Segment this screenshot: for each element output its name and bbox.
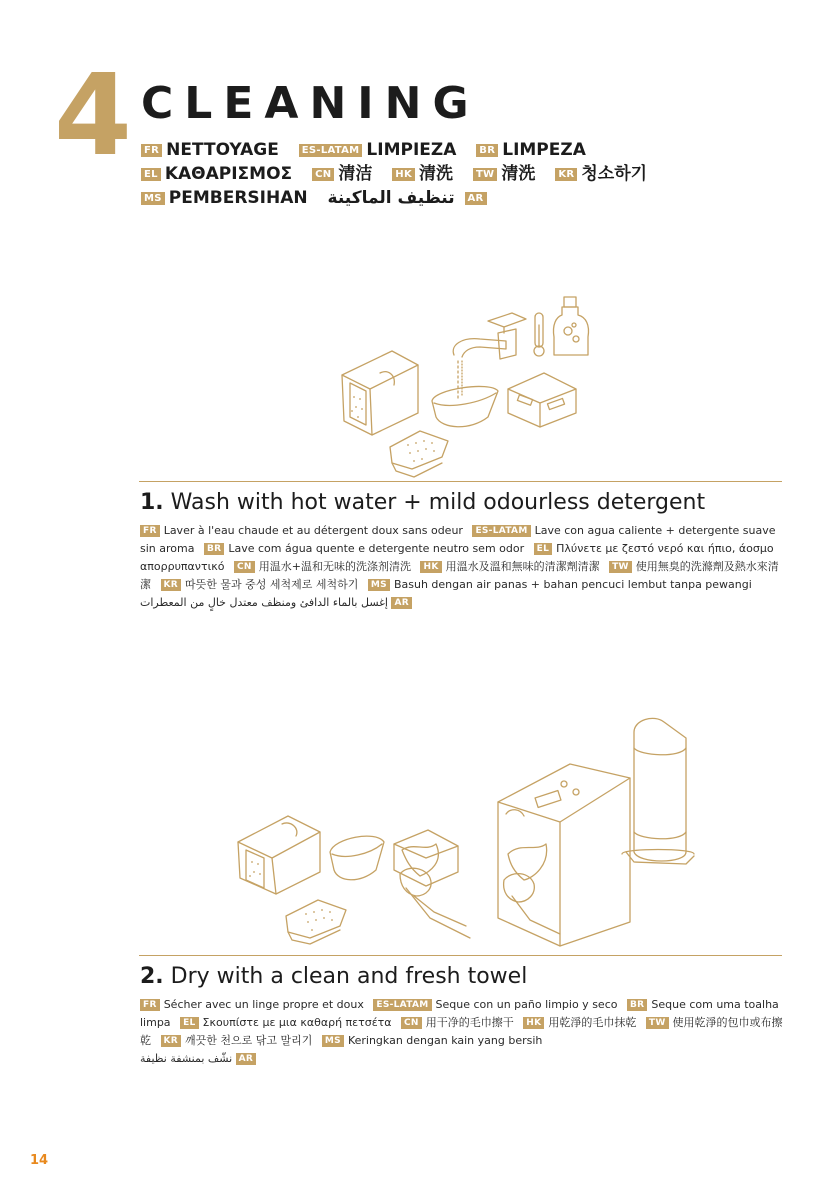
page-number: 14: [30, 1153, 49, 1168]
language-tag: BR: [627, 999, 647, 1011]
title-translations-row-1: [141, 139, 600, 161]
title-translation: ES-LATAM LIMPIEZA: [299, 139, 457, 161]
divider-step-2: [139, 955, 782, 956]
language-tag: CN: [312, 168, 334, 181]
language-tag: FR: [140, 999, 160, 1011]
step-2-heading: [140, 963, 527, 991]
language-tag: KR: [161, 1035, 182, 1047]
language-tag: AR: [391, 597, 412, 609]
title-translation: HK 清洗: [392, 163, 453, 185]
language-tag: TW: [646, 1017, 669, 1029]
section-title: CLEANING: [141, 78, 480, 129]
language-tag: ES-LATAM: [472, 525, 530, 537]
language-tag: FR: [140, 525, 160, 537]
divider-step-1: [139, 481, 782, 482]
language-tag: MS: [322, 1035, 344, 1047]
language-tag: HK: [420, 561, 441, 573]
language-tag: MS: [141, 192, 165, 205]
language-tag: CN: [401, 1017, 422, 1029]
title-translation: CN 清洁: [312, 163, 372, 185]
language-tag: AR: [236, 1053, 257, 1065]
step-2-number: 2.: [140, 964, 164, 989]
step-2-text: Dry with a clean and fresh towel: [170, 964, 528, 989]
washing-parts-illustration: [330, 285, 610, 475]
language-tag: TW: [609, 561, 632, 573]
title-translation: EL ΚΑΘΑΡΙΣΜΟΣ: [141, 163, 292, 185]
title-translation: KR 청소하기: [555, 163, 647, 185]
language-tag: MS: [368, 579, 390, 591]
section-number: 4: [54, 51, 132, 181]
drying-parts-illustration: [230, 712, 700, 947]
title-translation: TW 清洗: [473, 163, 535, 185]
title-translation: BR LIMPEZA: [476, 139, 586, 161]
language-tag: AR: [465, 192, 487, 205]
title-translation: تنظيف الماكينة AR: [328, 187, 491, 209]
language-tag: EL: [180, 1017, 198, 1029]
step-1-translations: FR Laver à l'eau chaude et au détergent doux sans odeur ES-LATAM Lave con agua caliente + detergente suave sin aroma BR Lave com água quente e detergente neutro sem odor EL Πλύνετε με ζεστό νερό και ήπιο, άοσμο απορρυπαντικό CN 用温水+温和无味的洗涤剂清洗 HK 用溫水及溫和無味的清潔劑清潔 TW 使用無臭的洗滌劑及熱水來清潔 KR 따뜻한 물과 중성 세척제로 세척하기 MS Basuh dengan air panas + bahan pencuci lembut tanpa pewangi إغسل بالماء الدافئ ومنظف معتدل خالٍ من المعطرات AR: [140, 524, 779, 609]
language-tag: TW: [473, 168, 497, 181]
title-translations-row-2: [141, 163, 661, 185]
language-tag: ES-LATAM: [299, 144, 363, 157]
title-translation: FR NETTOYAGE: [141, 139, 279, 161]
language-tag: EL: [534, 543, 552, 555]
title-translation: MS PEMBERSIHAN: [141, 187, 308, 209]
language-tag: BR: [476, 144, 498, 157]
language-tag: FR: [141, 144, 162, 157]
step-1-text: Wash with hot water + mild odourless detergent: [170, 490, 706, 515]
step-2-translations: FR Sécher avec un linge propre et doux ES-LATAM Seque con un paño limpio y seco BR Seque com uma toalha limpa EL Σκουπίστε με μια καθαρή πετσέτα CN 用干净的毛巾擦干 HK 用乾淨的毛巾抹乾 TW 使用乾淨的包巾或布擦乾 KR 깨끗한 천으로 닦고 말리기 MS Keringkan dengan kain yang bersih نشّف بمنشفة نظيفة AR: [140, 998, 783, 1065]
language-tag: HK: [392, 168, 415, 181]
language-tag: CN: [234, 561, 255, 573]
language-tag: HK: [523, 1017, 544, 1029]
language-tag: ES-LATAM: [373, 999, 431, 1011]
language-tag: BR: [204, 543, 224, 555]
language-tag: KR: [161, 579, 182, 591]
step-1-number: 1.: [140, 490, 164, 515]
language-tag: KR: [555, 168, 577, 181]
title-translations-row-3: [141, 187, 505, 209]
language-tag: EL: [141, 168, 161, 181]
step-1-heading: [140, 489, 705, 517]
